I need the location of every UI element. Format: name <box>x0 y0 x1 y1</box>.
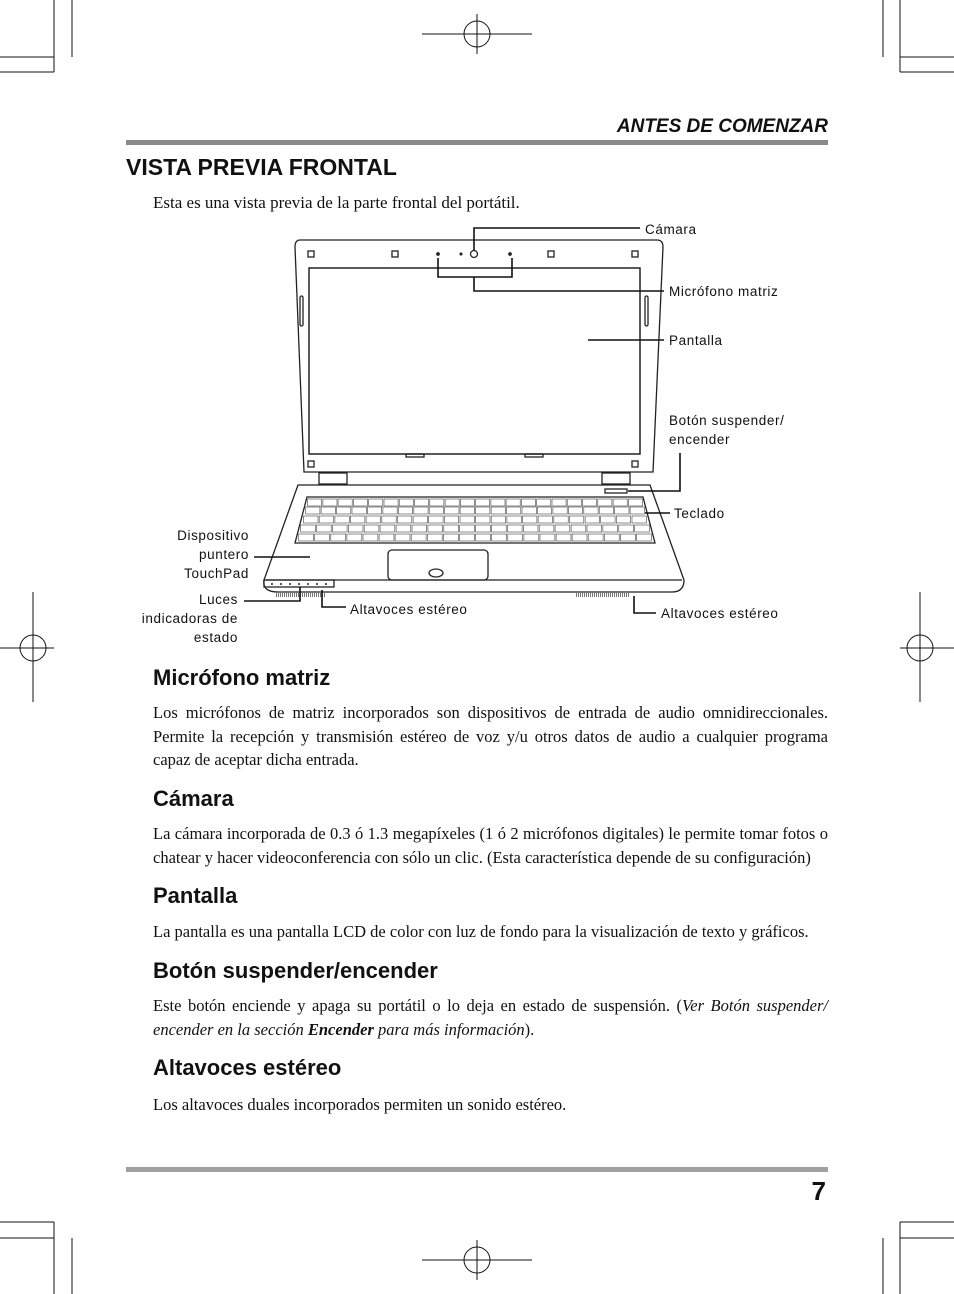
laptop-screen <box>309 268 640 454</box>
keyboard-key <box>331 534 346 541</box>
keyboard-key <box>523 516 537 523</box>
keyboard-key <box>398 507 412 514</box>
body-screen: La pantalla es una pantalla LCD de color con luz de fondo para la visualización de texto y gráficos. <box>153 922 809 941</box>
label-camera: Cámara <box>645 222 697 237</box>
keyboard-key <box>584 507 598 514</box>
label-touchpad-line2: puntero <box>199 547 249 562</box>
keyboard-key <box>430 499 444 506</box>
label-keyboard: Teclado <box>674 506 725 521</box>
label-mic: Micrófono matriz <box>669 284 779 299</box>
keyboard-key <box>476 516 490 523</box>
page-title: VISTA PREVIA FRONTAL <box>126 154 397 180</box>
keyboard-key <box>588 534 603 541</box>
keyboard-key <box>616 516 630 523</box>
keyboard-key <box>445 507 459 514</box>
label-leds <box>142 590 238 647</box>
keyboard-key <box>569 516 583 523</box>
heading-power: Botón suspender/encender <box>153 958 438 983</box>
body-power-ref2: para más información <box>377 1019 525 1039</box>
keyboard-key <box>539 525 554 532</box>
keyboard-key <box>444 516 458 523</box>
keyboard-key <box>444 525 459 532</box>
keyboard-key <box>460 534 475 541</box>
keyboard-key <box>521 499 535 506</box>
keyboard-key <box>552 499 566 506</box>
keyboard-key <box>583 499 597 506</box>
keyboard-key <box>429 507 443 514</box>
keyboard-key <box>414 507 428 514</box>
keyboard-key <box>379 534 394 541</box>
keyboard-key <box>491 499 505 506</box>
keyboard-key <box>335 516 349 523</box>
keyboard-key <box>615 507 629 514</box>
keyboard-key <box>598 499 612 506</box>
keyboard-key <box>524 534 539 541</box>
body-power-ref: Ver Botón suspender/ encender en la sección <box>153 996 828 1039</box>
keyboard-key <box>413 516 427 523</box>
keyboard-key <box>347 534 362 541</box>
heading-speakers: Altavoces estéreo <box>153 1055 342 1080</box>
keyboard-key <box>554 516 568 523</box>
keyboard-key <box>604 534 619 541</box>
keyboard-key <box>620 534 635 541</box>
keyboard-key <box>412 525 427 532</box>
laptop-base <box>264 485 684 592</box>
keyboard-key <box>571 525 586 532</box>
keyboard-key <box>491 516 505 523</box>
keyboard-key <box>537 499 551 506</box>
footer-rule <box>126 1167 828 1172</box>
keyboard-key <box>619 525 634 532</box>
keyboard-key <box>353 499 367 506</box>
keyboard-key <box>366 516 380 523</box>
intro-text: Esta es una vista previa de la parte frontal del portátil. <box>153 193 520 212</box>
keyboard-key <box>380 525 395 532</box>
keyboard-key <box>332 525 347 532</box>
keyboard-key <box>384 499 398 506</box>
keyboard-key <box>382 516 396 523</box>
keyboard-key <box>445 499 459 506</box>
keyboard-key <box>443 534 458 541</box>
label-leds-line2: indicadoras de <box>141 611 238 626</box>
power-button <box>605 489 627 493</box>
keyboard-key <box>383 507 397 514</box>
keyboard-key <box>603 525 618 532</box>
keyboard-key <box>317 525 332 532</box>
keyboard-key <box>507 525 522 532</box>
body-power-text: Este botón enciende y apaga su portátil o lo deja en estado de suspensión. ( <box>153 996 683 1015</box>
keyboard-key <box>321 507 335 514</box>
keyboard-key <box>632 516 646 523</box>
keyboard-key <box>460 499 474 506</box>
keyboard-key <box>319 516 333 523</box>
keyboard-key <box>491 507 505 514</box>
keyboard-key <box>587 525 602 532</box>
keyboard-key <box>308 499 322 506</box>
keyboard-key <box>492 534 507 541</box>
keyboard-key <box>306 507 320 514</box>
label-power-line1: Botón suspender/ <box>669 413 785 428</box>
body-power <box>153 994 828 1041</box>
keyboard-key <box>537 507 551 514</box>
keyboard-key <box>348 525 363 532</box>
camera-lens <box>471 251 478 258</box>
label-speakers-right: Altavoces estéreo <box>661 606 779 621</box>
keyboard-key <box>555 525 570 532</box>
keyboard-key <box>476 525 491 532</box>
keyboard-key <box>637 534 652 541</box>
keyboard-key <box>338 499 352 506</box>
keyboard-key <box>628 499 642 506</box>
heading-camera: Cámara <box>153 786 234 811</box>
keyboard-key <box>522 507 536 514</box>
keyboard-key <box>613 499 627 506</box>
keyboard-key <box>572 534 587 541</box>
body-mic: Los micrófonos de matriz incorporados son dispositivos de entrada de audio omnidireccionales. Permite la recepción y transmisión estéreo de voz y/u otros datos de audio a cualquier programa capaz de aceptar dicha entrada. <box>153 703 828 769</box>
keyboard-key <box>369 499 383 506</box>
keyboard-key <box>556 534 571 541</box>
touchpad <box>388 550 488 580</box>
keyboard-key <box>315 534 330 541</box>
body-camera: La cámara incorporada de 0.3 ó 1.3 megapíxeles (1 ó 2 micrófonos digitales) le permite tomar fotos o chatear y hacer videoconferencia con sólo un clic. (Esta característica depende de su configuración) <box>153 824 828 867</box>
keyboard-key <box>396 525 411 532</box>
body-power-end: ). <box>524 1019 535 1039</box>
keyboard-key <box>299 534 314 541</box>
keyboard-key <box>301 525 316 532</box>
keyboard-key <box>601 516 615 523</box>
keyboard-key <box>507 507 521 514</box>
section-header: ANTES DE COMENZAR <box>616 116 828 137</box>
heading-mic: Micrófono matriz <box>153 665 331 690</box>
keyboard-key <box>352 507 366 514</box>
keyboard-key <box>364 525 379 532</box>
keyboard-key <box>492 525 507 532</box>
body-speakers: Los altavoces duales incorporados permiten un sonido estéreo. <box>153 1095 567 1114</box>
keyboard-key <box>460 525 475 532</box>
keyboard-key <box>540 534 555 541</box>
keyboard-key <box>460 516 474 523</box>
keyboard-key <box>367 507 381 514</box>
keyboard-key <box>415 499 429 506</box>
keyboard-key <box>508 534 523 541</box>
keyboard-key <box>476 534 491 541</box>
keyboard-key <box>397 516 411 523</box>
heading-screen: Pantalla <box>153 883 238 908</box>
label-screen: Pantalla <box>669 333 723 348</box>
body-power-ref-bold: Encender <box>307 1019 374 1039</box>
keyboard-key <box>429 516 443 523</box>
keyboard-key <box>567 499 581 506</box>
keyboard-key <box>630 507 644 514</box>
keyboard-key <box>363 534 378 541</box>
keyboard-key <box>337 507 351 514</box>
keyboard-key <box>506 499 520 506</box>
keyboard-key <box>599 507 613 514</box>
keyboard-key <box>428 525 443 532</box>
label-power-line2: encender <box>669 432 731 447</box>
keyboard-key <box>427 534 442 541</box>
keyboard-key <box>399 499 413 506</box>
keyboard-key <box>351 516 365 523</box>
keyboard-key <box>568 507 582 514</box>
keyboard-key <box>460 507 474 514</box>
keyboard-key <box>476 507 490 514</box>
keyboard-key <box>507 516 521 523</box>
keyboard-key <box>476 499 490 506</box>
page-number: 7 <box>811 1176 826 1206</box>
keyboard-key <box>523 525 538 532</box>
label-power <box>669 411 784 449</box>
label-speakers-left: Altavoces estéreo <box>350 602 468 617</box>
keyboard-key <box>585 516 599 523</box>
keyboard-key <box>304 516 318 523</box>
label-leds-line3: estado <box>193 630 238 645</box>
keyboard-key <box>411 534 426 541</box>
keyboard-key <box>538 516 552 523</box>
label-touchpad <box>177 526 249 583</box>
keyboard-key <box>395 534 410 541</box>
keyboard-key <box>635 525 650 532</box>
label-touchpad-line3: TouchPad <box>184 566 249 581</box>
keyboard-key <box>553 507 567 514</box>
label-leds-line1: Luces <box>198 592 238 607</box>
laptop-lid <box>295 240 663 472</box>
label-touchpad-line1: Dispositivo <box>177 528 249 543</box>
keyboard-key <box>323 499 337 506</box>
